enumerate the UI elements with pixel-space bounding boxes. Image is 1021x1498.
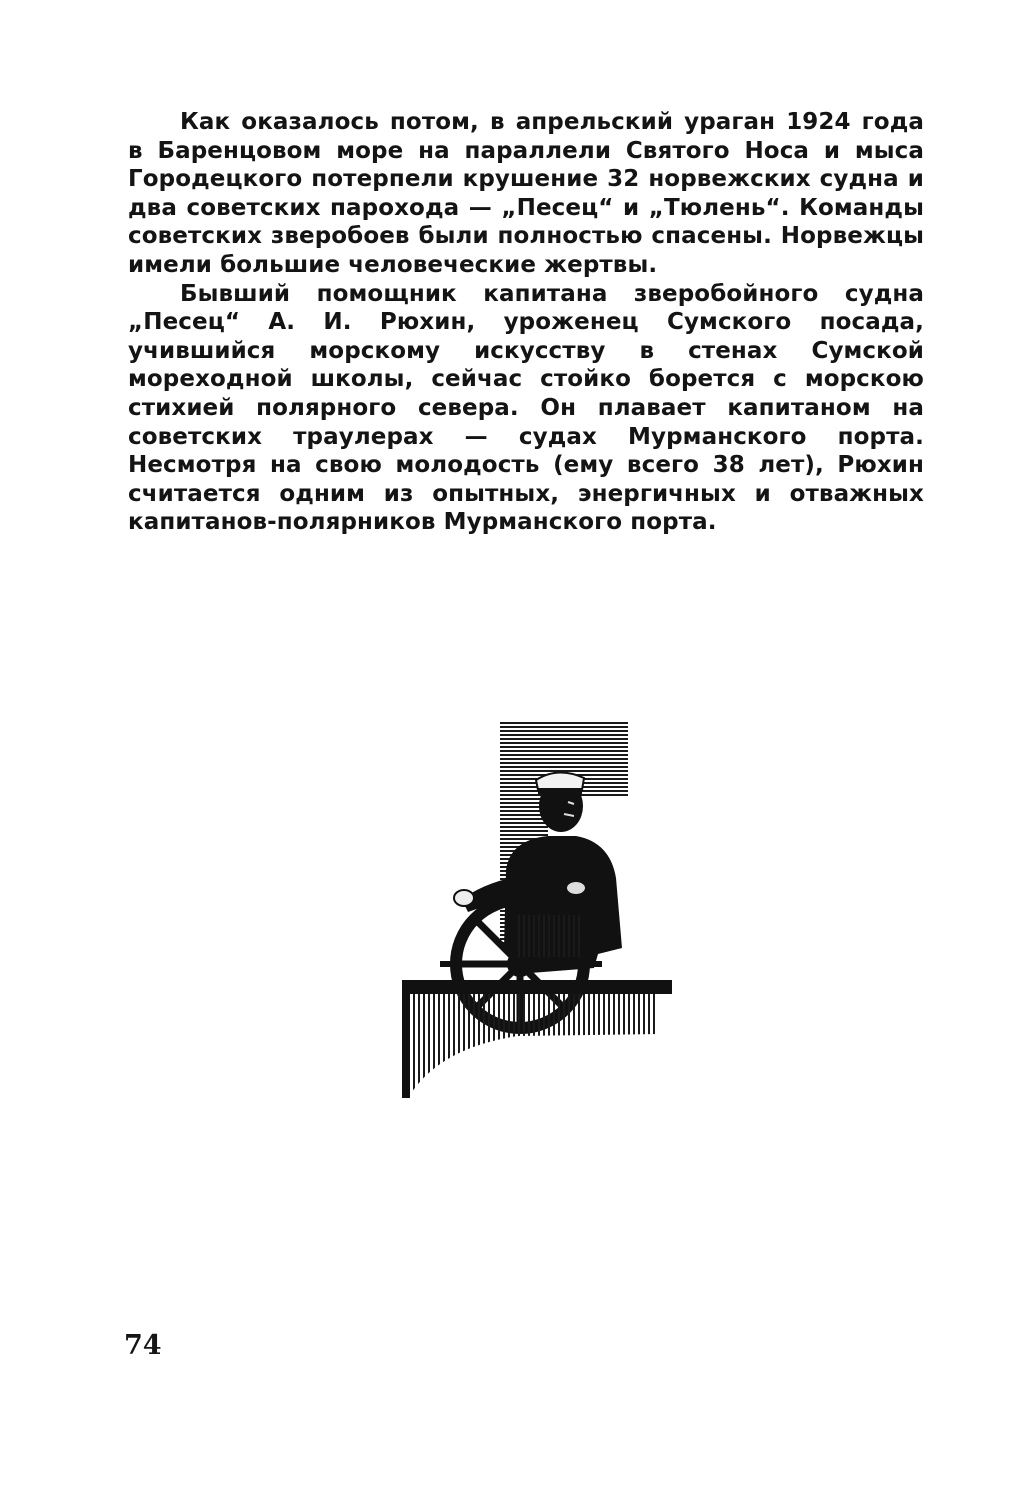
paragraph-2: Бывший помощник капитана зверобойного судна „Песец“ А. И. Рюхин, уроженец Сумского посада, учившийся морскому искусству в стенах Сумской мореходной школы, сейчас стойко борется с морскою стихией полярного севера. Он плавает капитаном на советских траулерах — судах Мурманского порта. Несмотря на свою молодость (ему всего 38 лет), Рюхин считается одним из опытных, энергичных и отважных капитанов-полярников Мурманского порта. bbox=[128, 280, 924, 536]
bridge-railing bbox=[402, 980, 672, 994]
paragraph-1: Как оказалось потом, в апрельский ураган 1924 года в Баренцовом море на параллели Святого Носа и мыса Городецкого потерпели крушение 32 норвежских судна и два советских парохода — „Песец“ и „Тюлень“. Команды советских зверобоев были полностью спасены. Норвежцы имели большие человеческие жертвы. bbox=[128, 109, 924, 278]
captain-at-helm-illustration bbox=[398, 718, 674, 1102]
page-number: 74 bbox=[124, 1330, 162, 1361]
body-text bbox=[128, 108, 924, 537]
